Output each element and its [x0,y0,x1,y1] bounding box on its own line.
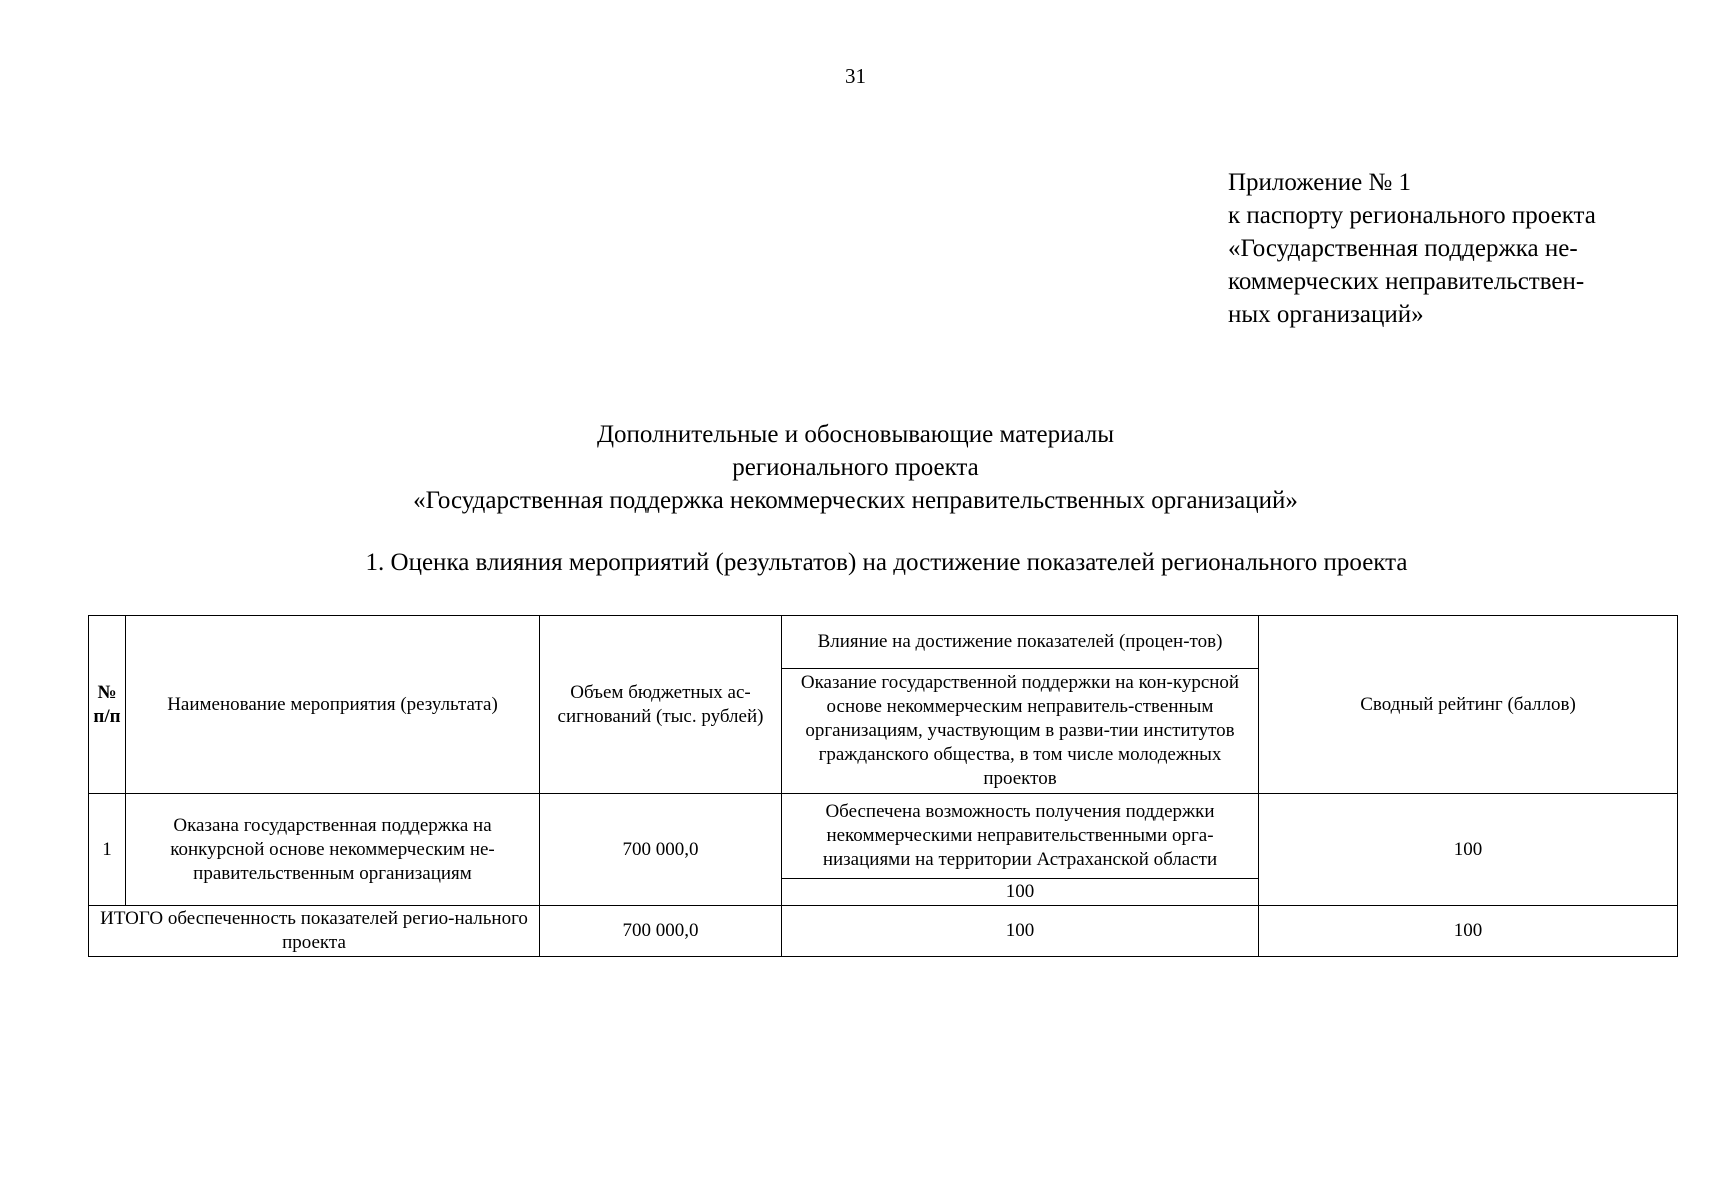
assessment-table [88,615,1678,957]
appendix-line: ных организаций» [1228,301,1424,328]
row-impact-value: 100 [782,879,1259,906]
appendix-line: «Государственная поддержка не- [1228,235,1578,262]
document-title [0,418,1711,517]
table-total-row [89,906,1678,957]
header-rating: Сводный рейтинг (баллов) [1259,616,1678,794]
document-title-line: Дополнительные и обосновывающие материалы [596,421,1115,448]
document-title-line: «Государственная поддержка некоммерческих неправительственных организаций» [413,487,1298,514]
table-header-row [89,616,1678,669]
header-impact-indicator: Оказание государственной поддержки на кон-курсной основе некоммерческим неправитель-ственным организациям, участвующим в разви-тии институтов гражданского общества, в том числе молодежных проектов [782,669,1259,794]
row-rating: 100 [1259,794,1678,906]
row-name: Оказана государственная поддержка на конкурсной основе некоммерческим не-правительственным организациям [126,794,540,906]
appendix-line: коммерческих неправительствен- [1228,268,1585,295]
total-rating: 100 [1259,906,1678,957]
document-title-line: регионального проекта [732,454,979,481]
appendix-line: Приложение № 1 [1228,169,1412,196]
total-budget: 700 000,0 [540,906,782,957]
row-num: 1 [89,794,126,906]
total-impact: 100 [782,906,1259,957]
header-budget: Объем бюджетных ас-сигнований (тыс. рублей) [540,616,782,794]
header-num: № п/п [89,616,126,794]
appendix-line: к паспорту регионального проекта [1228,202,1596,229]
total-label: ИТОГО обеспеченность показателей регио-нального проекта [89,906,540,957]
page-number: 31 [845,64,866,88]
section-title: 1. Оценка влияния мероприятий (результатов) на достижение показателей регионального проекта [365,549,1408,576]
table-row [89,794,1678,879]
row-budget: 700 000,0 [540,794,782,906]
header-impact-group: Влияние на достижение показателей (процен-тов) [782,616,1259,669]
appendix-block [1228,166,1668,331]
row-impact-text: Обеспечена возможность получения поддержки некоммерческими неправительственными орга-низациями на территории Астраханской области [782,794,1259,879]
header-name: Наименование мероприятия (результата) [126,616,540,794]
